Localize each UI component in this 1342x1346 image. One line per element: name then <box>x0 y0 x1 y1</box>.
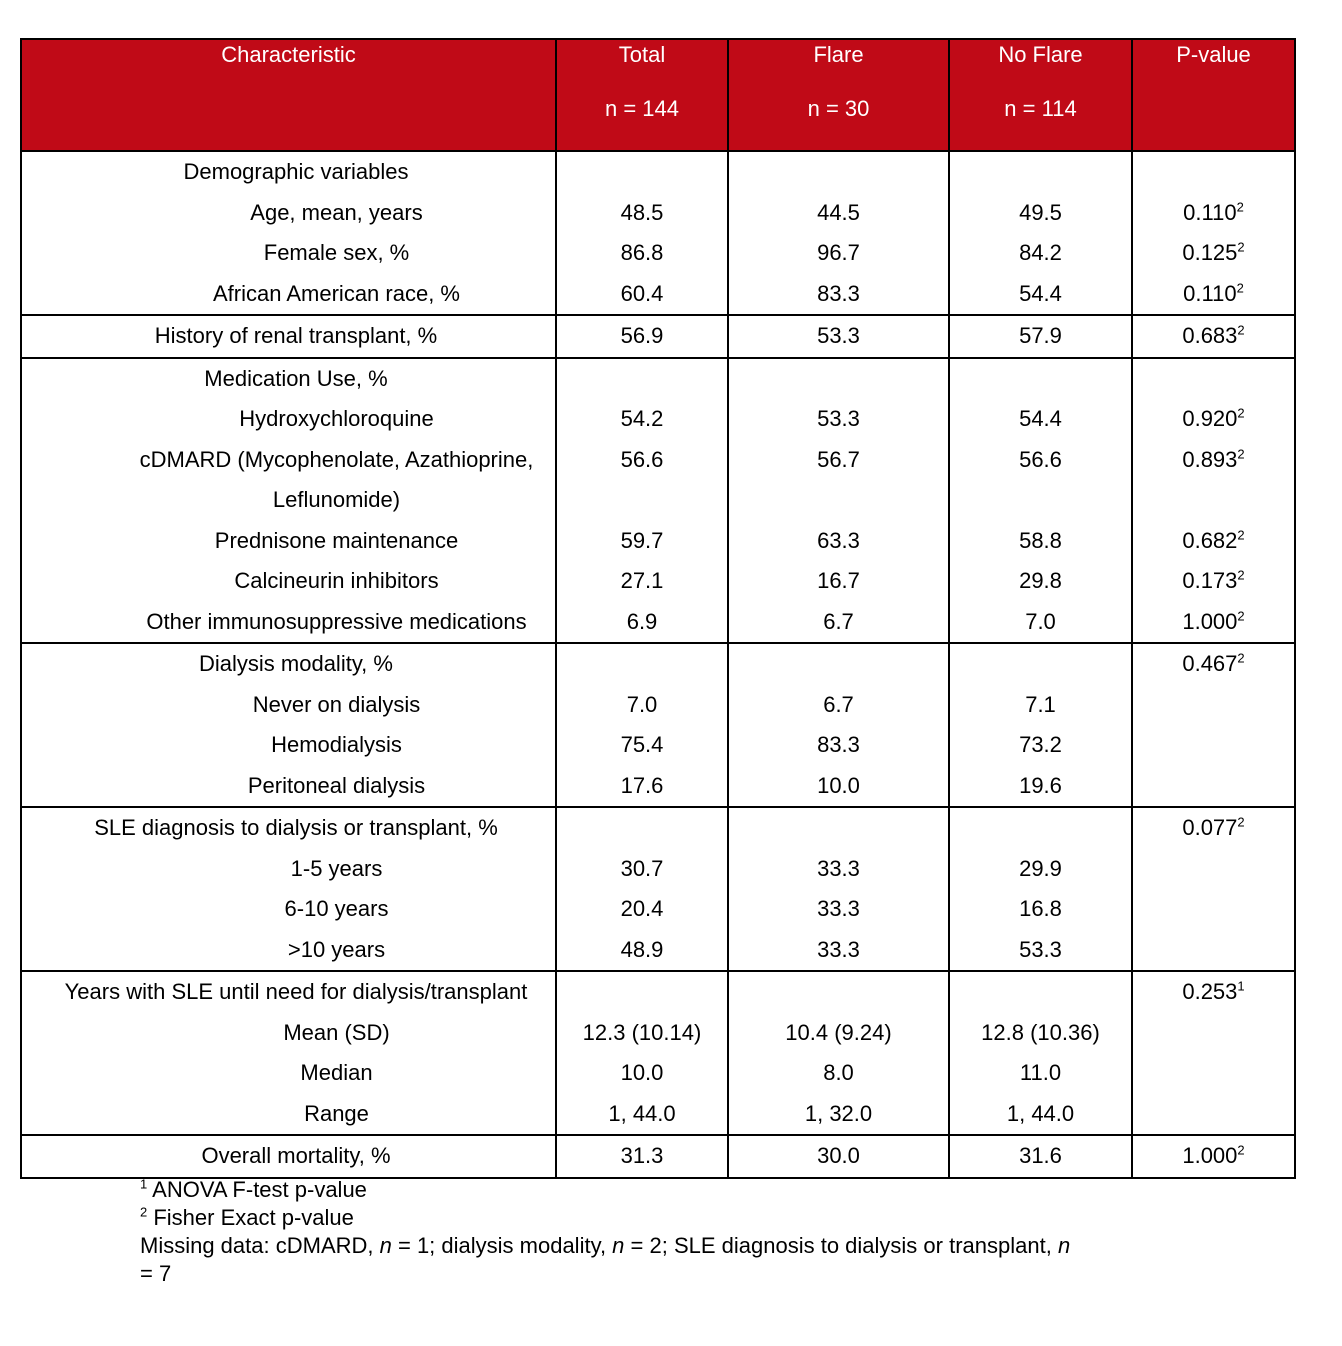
cell-no-flare: 57.9 <box>949 315 1132 358</box>
table-row <box>21 766 1295 808</box>
table-row <box>21 1013 1295 1054</box>
row-label: >10 years <box>21 930 556 972</box>
cell-no-flare: 7.1 <box>949 685 1132 726</box>
section-label: Dialysis modality, % <box>21 643 556 685</box>
cell-p-value: 0.077$^2$ <box>1132 807 1295 849</box>
cell-flare: 16.7 <box>728 561 949 602</box>
footnotes <box>140 1176 1200 1288</box>
row-label: Female sex, % <box>21 233 556 274</box>
cell-p-value: 0.125$^2$ <box>1132 233 1295 274</box>
row-label: Other immunosuppressive medications <box>21 602 556 644</box>
cell-total: 1, 44.0 <box>556 1094 728 1136</box>
cell-no-flare: 53.3 <box>949 930 1132 972</box>
cell-total: 31.3 <box>556 1135 728 1178</box>
cell-p-value: 0.682$^2$ <box>1132 521 1295 562</box>
cell-total: 7.0 <box>556 685 728 726</box>
cell-flare: 53.3 <box>728 315 949 358</box>
cell-p-value: 0.253$^1$ <box>1132 971 1295 1013</box>
cell-p-value: 0.110$^2$ <box>1132 193 1295 234</box>
header-flare: Flare n = 30 <box>728 39 949 151</box>
table-row <box>21 521 1295 562</box>
cell-flare: 83.3 <box>728 274 949 316</box>
table-row <box>21 725 1295 766</box>
header-p-value: P-value <box>1132 39 1295 151</box>
section-label: Demographic variables <box>21 151 556 193</box>
cell-flare: 44.5 <box>728 193 949 234</box>
cell-total: 60.4 <box>556 274 728 316</box>
cell-flare: 53.3 <box>728 399 949 440</box>
cell-no-flare: 54.4 <box>949 274 1132 316</box>
row-label: Hydroxychloroquine <box>21 399 556 440</box>
cell-no-flare: 29.9 <box>949 849 1132 890</box>
cell-total: 56.9 <box>556 315 728 358</box>
cell-flare: 83.3 <box>728 725 949 766</box>
table-row <box>21 1053 1295 1094</box>
cell-no-flare: 16.8 <box>949 889 1132 930</box>
cell-p-value: 0.893$^2$ <box>1132 440 1295 481</box>
row-label: Prednisone maintenance <box>21 521 556 562</box>
cell-flare: 10.0 <box>728 766 949 808</box>
cell-flare: 10.4 (9.24) <box>728 1013 949 1054</box>
table-row <box>21 889 1295 930</box>
header-no-flare: No Flare n = 114 <box>949 39 1132 151</box>
table-row <box>21 971 1295 1013</box>
table-row <box>21 233 1295 274</box>
cell-total: 10.0 <box>556 1053 728 1094</box>
row-label: History of renal transplant, % <box>21 315 556 358</box>
row-label: 6-10 years <box>21 889 556 930</box>
cell-p-value: 1.000$^2$ <box>1132 1135 1295 1178</box>
row-label: Range <box>21 1094 556 1136</box>
cell-p-value: 0.173$^2$ <box>1132 561 1295 602</box>
cell-total: 56.6 <box>556 440 728 481</box>
header-characteristic: Characteristic <box>21 39 556 151</box>
cell-total: 59.7 <box>556 521 728 562</box>
cell-no-flare: 7.0 <box>949 602 1132 644</box>
missing-data-note: Missing data: cDMARD, n = 1; dialysis modality, n = 2; SLE diagnosis to dialysis or transplant, n = 7 <box>140 1233 1071 1286</box>
cell-p-value: 0.467$^2$ <box>1132 643 1295 685</box>
cell-flare: 33.3 <box>728 849 949 890</box>
header-row <box>21 39 1295 151</box>
cell-no-flare: 11.0 <box>949 1053 1132 1094</box>
table-row <box>21 685 1295 726</box>
cell-no-flare: 1, 44.0 <box>949 1094 1132 1136</box>
table-row <box>21 849 1295 890</box>
row-label: Calcineurin inhibitors <box>21 561 556 602</box>
cell-total: 27.1 <box>556 561 728 602</box>
table-row <box>21 480 1295 521</box>
cell-total: 75.4 <box>556 725 728 766</box>
cell-total: 17.6 <box>556 766 728 808</box>
table-row <box>21 1135 1295 1178</box>
section-label: Years with SLE until need for dialysis/transplant <box>21 971 556 1013</box>
table-row <box>21 1094 1295 1136</box>
cell-no-flare: 49.5 <box>949 193 1132 234</box>
footnote-2: $^2$ Fisher Exact p-value <box>140 1204 354 1230</box>
cell-flare: 56.7 <box>728 440 949 481</box>
row-label: Never on dialysis <box>21 685 556 726</box>
cell-no-flare: 84.2 <box>949 233 1132 274</box>
row-label: African American race, % <box>21 274 556 316</box>
row-label: Overall mortality, % <box>21 1135 556 1178</box>
cell-no-flare: 56.6 <box>949 440 1132 481</box>
cell-total: 48.9 <box>556 930 728 972</box>
cell-p-value: 0.683$^2$ <box>1132 315 1295 358</box>
cell-no-flare: 58.8 <box>949 521 1132 562</box>
cell-total: 54.2 <box>556 399 728 440</box>
table-row <box>21 193 1295 234</box>
cell-flare: 33.3 <box>728 930 949 972</box>
row-label: cDMARD (Mycophenolate, Azathioprine, <box>21 440 556 481</box>
section-label: Medication Use, % <box>21 358 556 400</box>
cell-p-value: 1.000$^2$ <box>1132 602 1295 644</box>
cell-no-flare: 29.8 <box>949 561 1132 602</box>
table-row <box>21 274 1295 316</box>
cell-total: 20.4 <box>556 889 728 930</box>
cell-no-flare: 73.2 <box>949 725 1132 766</box>
cell-flare: 33.3 <box>728 889 949 930</box>
cell-no-flare: 12.8 (10.36) <box>949 1013 1132 1054</box>
table-row <box>21 930 1295 972</box>
cell-total: 12.3 (10.14) <box>556 1013 728 1054</box>
row-label: Peritoneal dialysis <box>21 766 556 808</box>
cell-total: 30.7 <box>556 849 728 890</box>
cell-p-value: 0.920$^2$ <box>1132 399 1295 440</box>
header-total: Total n = 144 <box>556 39 728 151</box>
cell-total: 6.9 <box>556 602 728 644</box>
footnote-1: $^1$ ANOVA F-test p-value <box>140 1176 367 1202</box>
row-label: Mean (SD) <box>21 1013 556 1054</box>
section-label: SLE diagnosis to dialysis or transplant, % <box>21 807 556 849</box>
cell-flare: 6.7 <box>728 685 949 726</box>
cell-no-flare: 31.6 <box>949 1135 1132 1178</box>
cell-total: 48.5 <box>556 193 728 234</box>
table-row <box>21 602 1295 644</box>
row-label: Age, mean, years <box>21 193 556 234</box>
cell-flare: 8.0 <box>728 1053 949 1094</box>
table-row <box>21 561 1295 602</box>
cell-flare: 6.7 <box>728 602 949 644</box>
table-row <box>21 358 1295 400</box>
row-label: Hemodialysis <box>21 725 556 766</box>
table-row <box>21 807 1295 849</box>
cell-flare: 30.0 <box>728 1135 949 1178</box>
cell-total: 86.8 <box>556 233 728 274</box>
row-label: 1-5 years <box>21 849 556 890</box>
cell-flare: 63.3 <box>728 521 949 562</box>
table-row <box>21 440 1295 481</box>
row-label: Median <box>21 1053 556 1094</box>
cell-flare: 1, 32.0 <box>728 1094 949 1136</box>
table-row <box>21 151 1295 193</box>
cell-no-flare: 54.4 <box>949 399 1132 440</box>
cell-flare: 96.7 <box>728 233 949 274</box>
cell-p-value: 0.110$^2$ <box>1132 274 1295 316</box>
table-row <box>21 643 1295 685</box>
table-row <box>21 399 1295 440</box>
table-row <box>21 315 1295 358</box>
row-label-continued: Leflunomide) <box>21 480 556 521</box>
cell-no-flare: 19.6 <box>949 766 1132 808</box>
characteristics-table <box>20 38 1296 1179</box>
